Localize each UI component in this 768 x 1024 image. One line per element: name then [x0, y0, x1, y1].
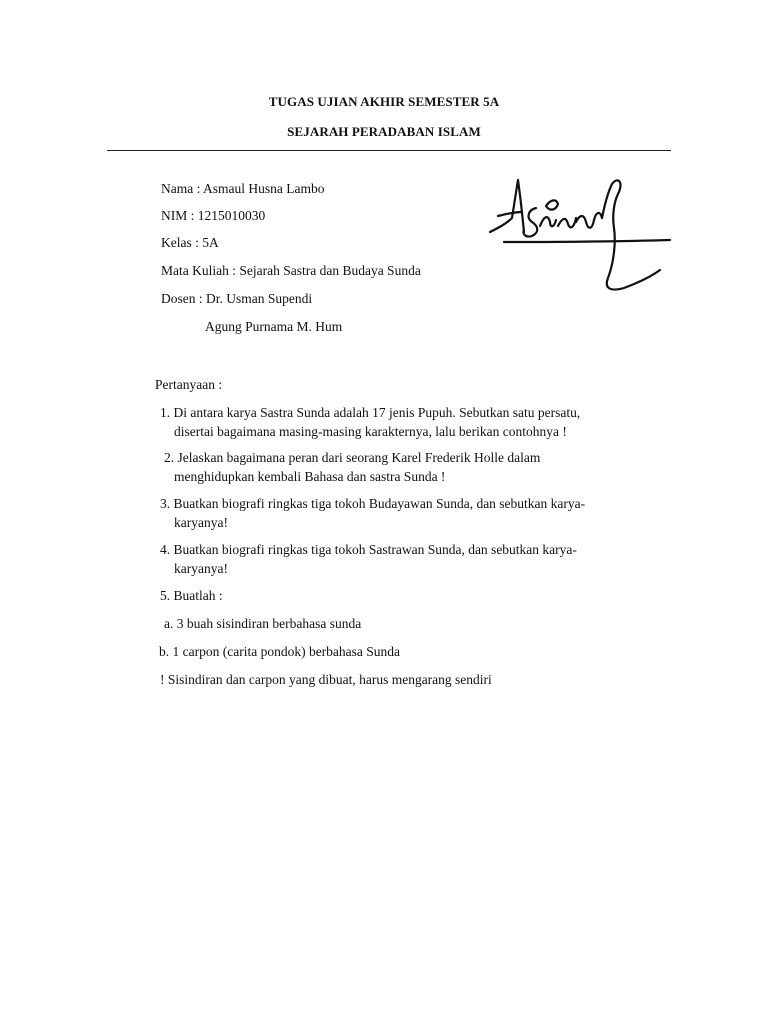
question-5b: b. 1 carpon (carita pondok) berbahasa Sunda [159, 644, 401, 659]
student-class: Kelas : 5A [161, 235, 219, 250]
course-name: Mata Kuliah : Sejarah Sastra dan Budaya Sunda [161, 263, 421, 278]
document-title: TUGAS UJIAN AKHIR SEMESTER 5A [268, 94, 500, 109]
question-5a: a. 3 buah sisindiran berbahasa sunda [164, 616, 362, 631]
document-subtitle: SEJARAH PERADABAN ISLAM [287, 124, 481, 139]
lecturer-2: Agung Purnama M. Hum [205, 319, 343, 334]
handwritten-signature-icon [484, 172, 676, 298]
question-1-line-1: 1. Di antara karya Sastra Sunda adalah 17 jenis Pupuh. Sebutkan satu persatu, [160, 405, 581, 420]
questions-heading: Pertanyaan : [155, 377, 223, 392]
question-3-line-2: karyanya! [174, 515, 228, 530]
question-5: 5. Buatlah : [160, 588, 223, 603]
question-1-line-2: disertai bagaimana masing-masing karakternya, lalu berikan contohnya ! [174, 424, 567, 439]
question-3-line-1: 3. Buatkan biografi ringkas tiga tokoh Budayawan Sunda, dan sebutkan karya- [160, 496, 586, 511]
question-4-line-2: karyanya! [174, 561, 228, 576]
question-4-line-1: 4. Buatkan biografi ringkas tiga tokoh Sastrawan Sunda, dan sebutkan karya- [160, 542, 577, 557]
question-2-line-1: 2. Jelaskan bagaimana peran dari seorang Karel Frederik Holle dalam [164, 450, 541, 465]
student-nim: NIM : 1215010030 [161, 208, 266, 223]
student-name: Nama : Asmaul Husna Lambo [161, 181, 325, 196]
lecturer-1: Dosen : Dr. Usman Supendi [161, 291, 313, 306]
title-divider [107, 150, 671, 151]
question-2-line-2: menghidupkan kembali Bahasa dan sastra Sunda ! [174, 469, 446, 484]
instruction-note: ! Sisindiran dan carpon yang dibuat, harus mengarang sendiri [160, 672, 492, 687]
